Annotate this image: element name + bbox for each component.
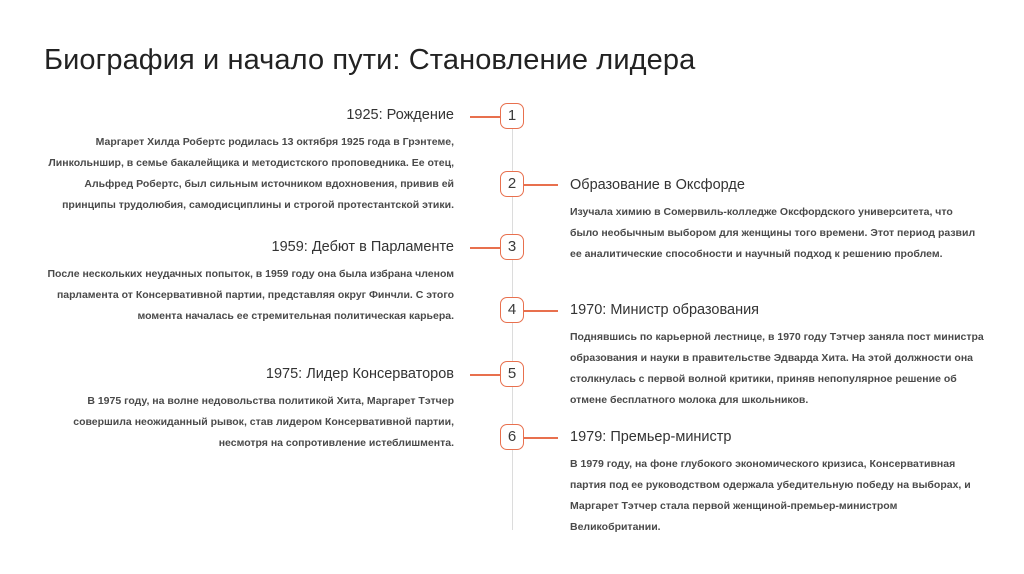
event-title-5: 1975: Лидер Консерваторов [265,366,454,382]
step-marker-1: 1 [500,103,524,129]
event-title-3: 1959: Дебют в Парламенте [271,239,454,255]
event-text-1: Маргарет Хилда Робертс родилась 13 октября 1925 года в Грэнтеме, Линкольншир, в семье бакалейщика и методистского проповедника. Ее отец, Альфред Робертс, был сильным источником вдохновения, привив ей принципы трудолюбия, самодисциплины и строгой протестантской этики. [48,136,454,211]
event-text-5: В 1975 году, на волне недовольства политикой Хита, Маргарет Тэтчер совершила неожиданный рывок, став лидером Консервативной партии, несмотря на сопротивление истеблишмента. [73,395,454,449]
event-text-2: Изучала химию в Сомервиль-колледже Оксфордского университета, что было необычным выбором для женщины того времени. Этот период развил ее аналитические способности и научный подход к решению проблем. [570,206,976,260]
event-title-4: 1970: Министр образования [570,302,760,318]
step-marker-4: 4 [500,297,524,323]
event-text-3: После нескольких неудачных попыток, в 1959 году она была избрана членом парламента от Консервативной партии, представляя округ Финчли. С этого момента началась ее стремительная политическая карьера. [47,268,454,322]
event-title-1: 1925: Рождение [346,107,454,123]
timeline-event-4 [570,302,984,411]
page-title: Биография и начало пути: Становление лидера [44,44,696,76]
event-title-6: 1979: Премьер-министр [570,429,732,445]
connector-2 [524,184,558,186]
step-marker-3: 3 [500,234,524,260]
connector-6 [524,437,558,439]
connector-3 [470,247,504,249]
step-marker-5: 5 [500,361,524,387]
timeline-event-3 [40,239,454,327]
timeline-event-1 [40,107,454,216]
timeline-event-5 [40,366,454,454]
event-text-6: В 1979 году, на фоне глубокого экономического кризиса, Консервативная партия под ее руководством одержала убедительную победу на выборах, и Маргарет Тэтчер стала первой женщиной-премьер-министром Великобритании. [570,458,971,533]
connector-5 [470,374,504,376]
timeline-event-2 [570,177,984,265]
event-title-2: Образование в Оксфорде [570,177,745,193]
timeline-event-6 [570,429,984,538]
event-text-4: Поднявшись по карьерной лестнице, в 1970 году Тэтчер заняла пост министра образования и науки в правительстве Эдварда Хита. На этой должности она столкнулась с первой волной критики, приняв непопулярное решение об отмене бесплатного молока для школьников. [570,331,984,406]
connector-1 [470,116,504,118]
step-marker-6: 6 [500,424,524,450]
step-marker-2: 2 [500,171,524,197]
connector-4 [524,310,558,312]
